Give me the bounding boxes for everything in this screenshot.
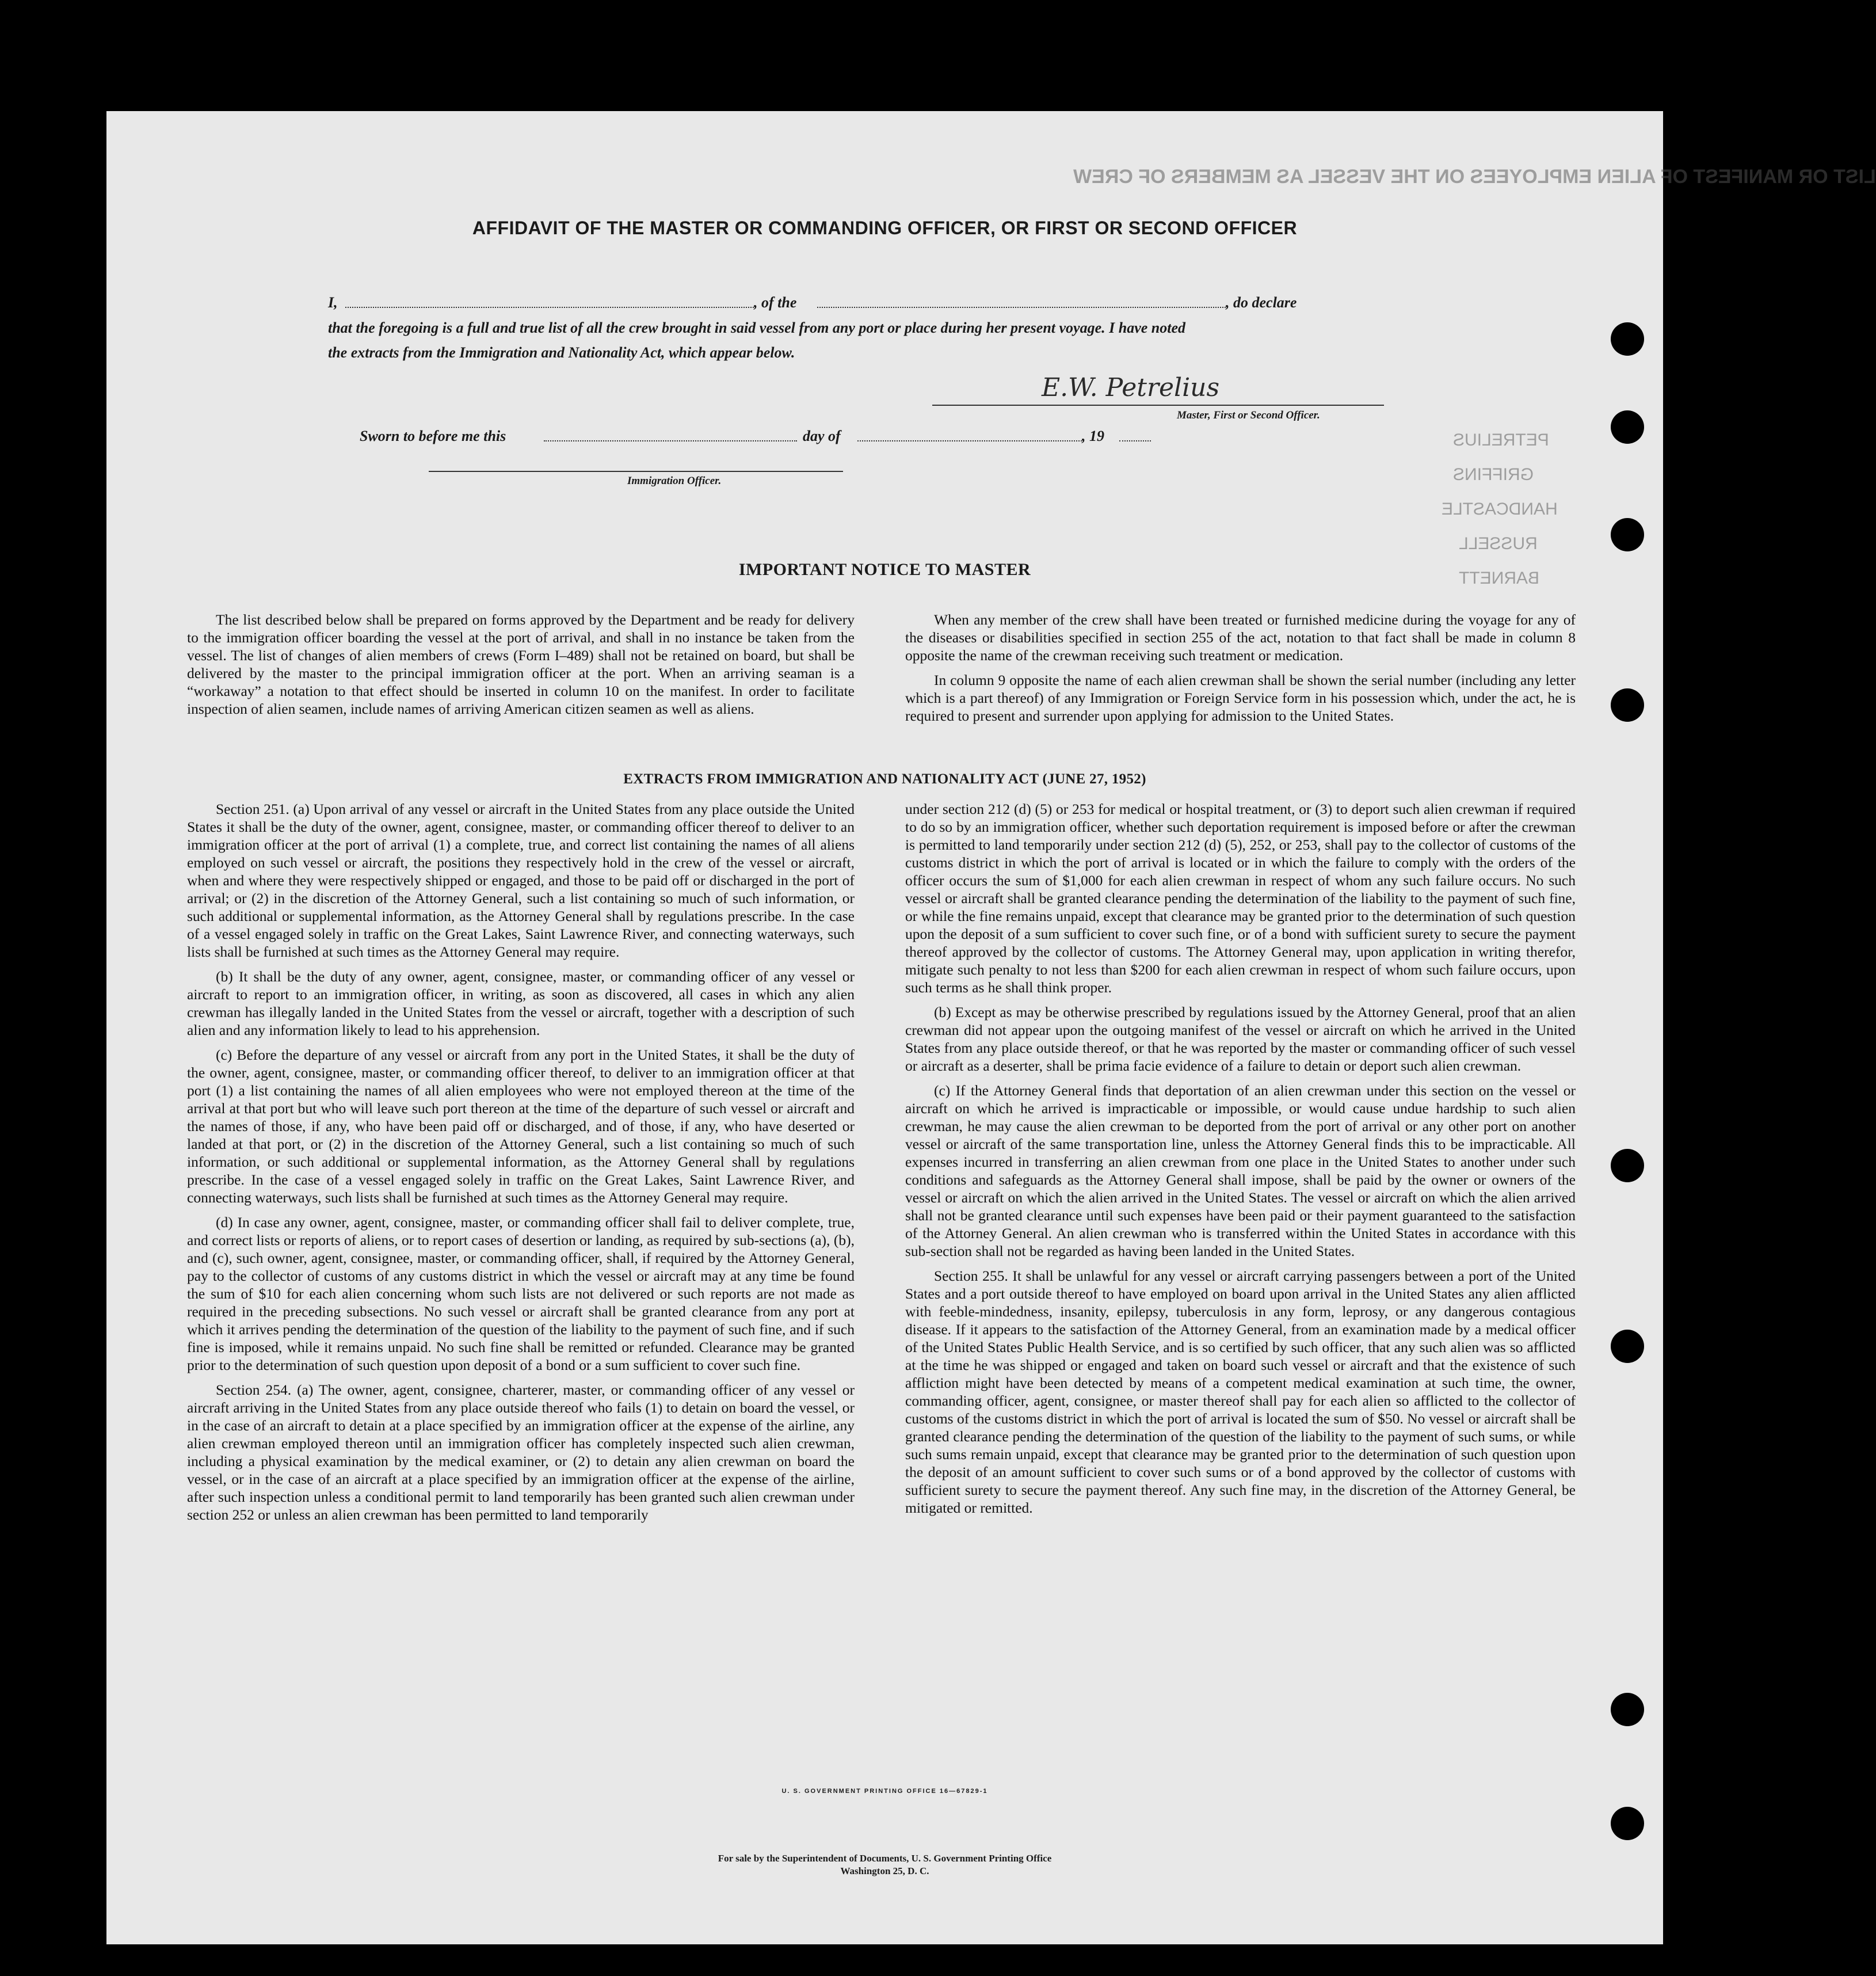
- bleed-through-text: GRIFFINS: [1453, 465, 1534, 484]
- sworn-year-line[interactable]: [1119, 440, 1151, 441]
- affidavit-of-the-label: , of the: [754, 294, 797, 311]
- extract-paragraph: under section 212 (d) (5) or 253 for medical or hospital treatment, or (3) to deport such alien crewman if required to do so by an immigration officer, whether such deportation requirement is imposed before or after the crewman is permitted to land temporarily under section 212 (d) (5), 252, or 253, shall pay to the collector of customs of the customs district in which the port of arrival is located or in which the failure to comply with the orders of the officer occurs the sum of $1,000 for each alien crewman in respect of whom any such failure occurs. No such vessel or aircraft shall be granted clearance pending the determination of the liability to the payment of such fine, or while the fine remains unpaid, except that clearance may be granted prior to the determination of such question upon the deposit of a sum sufficient to cover such fine, or of a bond with sufficient surety to secure the payment thereof approved by the collector of customs. The Attorney General may, upon application in writing therefor, mitigate such penalty to not less than $200 for each alien crewman in respect of whom such failure occurs, upon such terms as he shall think proper.: [905, 801, 1576, 996]
- sworn-label: Sworn to before me this: [360, 428, 506, 444]
- bleed-through-text: BARNETT: [1459, 569, 1540, 588]
- affidavit-statement-line1: that the foregoing is a full and true list of all the crew brought in said vessel from any port or place during her present voyage. I have noted: [328, 319, 1186, 336]
- document-sheet: [106, 111, 1876, 1944]
- punch-hole: [1611, 1807, 1644, 1840]
- notice-left-paragraph: The list described below shall be prepared on forms approved by the Department and be ready for delivery to the immigration officer boarding the vessel at the port of arrival, and shall in no instance be taken from the vessel. The list of changes of alien members of crews (Form I–489) shall not be retained on board, but shall be delivered by the master to the principal immigration officer at the port. When an arriving seaman is a “workaway” a notation to that effect should be inserted in column 10 on the manifest. In order to facilitate inspection of alien seamen, include names of arriving American citizen seamen as well as aliens.: [187, 611, 855, 717]
- vessel-line[interactable]: [817, 307, 1226, 308]
- gpo-imprint: U. S. GOVERNMENT PRINTING OFFICE 16—67829-1: [781, 1788, 988, 1795]
- punch-hole: [1611, 322, 1644, 356]
- punch-hole: [1611, 518, 1644, 551]
- notice-right-paragraph: When any member of the crew shall have been treated or furnished medicine during the voyage for any of the diseases or disabilities specified in section 255 of the act, notation to that fact shall be made in column 8 opposite the name of the crewman receiving such treatment or medication.: [905, 611, 1576, 664]
- sale-notice: [106, 1852, 1663, 1878]
- master-signature: E.W. Petrelius: [1042, 373, 1220, 402]
- affidavit-statement-line2: the extracts from the Immigration and Nationality Act, which appear below.: [328, 344, 795, 361]
- master-signature-line: [932, 405, 1384, 406]
- notice-left-column: [187, 611, 855, 725]
- extract-paragraph: (b) Except as may be otherwise prescribed by regulations issued by the Attorney General, proof that an alien crewman did not appear upon the outgoing manifest of the vessel or aircraft on which he arrived in the United States from any place outside thereof, or that he was reported by the master or commanding officer of such vessel or aircraft as a deserter, shall be prima facie evidence of a failure to detain or deport such alien crewman.: [905, 1004, 1576, 1074]
- notice-right-column: [905, 611, 1576, 732]
- extract-paragraph: (b) It shall be the duty of any owner, agent, consignee, master, or commanding officer of any vessel or aircraft to report to an immigration officer, in writing, as soon as discovered, all cases in which any alien crewman has illegally landed in the United States from the vessel or aircraft, together with a description of such alien and any information likely to lead to his apprehension.: [187, 968, 855, 1038]
- punch-hole: [1611, 1149, 1644, 1182]
- master-caption: Master, First or Second Officer.: [1177, 409, 1320, 421]
- sale-notice-line2: Washington 25, D. C.: [840, 1865, 929, 1876]
- bleed-through-text: RUSSELL: [1459, 534, 1538, 553]
- sale-notice-line1: For sale by the Superintendent of Documents, U. S. Government Printing Office: [718, 1853, 1052, 1864]
- extract-paragraph: Section 254. (a) The owner, agent, consignee, charterer, master, or commanding officer of any vessel or aircraft arriving in the United States from any place outside thereof who fails (1) to detain on board the vessel, or in the case of an aircraft to detain at a place specified by an immigration officer at the expense of the airline, any alien crewman employed thereon until an immigration officer has completely inspected such alien crewman, including a physical examination by the medical examiner, or (2) to detain any alien crewman on board the vessel, or in the case of an aircraft at a place specified by an immigration officer at the expense of the airline, after such inspection unless a conditional permit to land temporarily has been granted such alien crewman under section 252 or unless an alien crewman has been permitted to land temporarily: [187, 1381, 855, 1523]
- punch-hole: [1611, 1693, 1644, 1726]
- extract-paragraph: Section 251. (a) Upon arrival of any vessel or aircraft in the United States from any place outside the United States it shall be the duty of the owner, agent, consignee, master, or commanding officer thereof to deliver to an immigration officer at the port of arrival (1) a complete, true, and correct list containing the names of all aliens employed on such vessel or aircraft, the positions they respectively hold in the crew of the vessel or aircraft, when and where they were respectively shipped or engaged, and those to be paid off or discharged in the port of arrival; or (2) in the discretion of the Attorney General, such a list containing so much of such information, or such additional or supplemental information, as the Attorney General shall by regulations prescribe. In the case of a vessel engaged solely in traffic on the Great Lakes, Saint Lawrence River, and connecting waterways, such lists shall be furnished at such times as the Attorney General may require.: [187, 801, 855, 960]
- affidavit-do-declare: , do declare: [1226, 294, 1297, 311]
- extract-paragraph: (c) If the Attorney General finds that deportation of an alien crewman under this section on the vessel or aircraft on which he arrived is impracticable or impossible, or would cause undue hardship to such alien crewman, he may cause the alien crewman to be deported from the port of arrival or any other port on another vessel or aircraft of the same transportation line, unless the Attorney General finds this to be impracticable. All expenses incurred in transferring an alien crewman from one place in the United States to another under such conditions and safeguards as the Attorney General shall impose, shall be paid by the owner or owners of the vessel or aircraft on which the alien arrived in the United States. The vessel or aircraft on which the alien arrived shall not be granted clearance until such expenses have been paid or their payment guaranteed to the satisfaction of the Attorney General. An alien crewman who is transferred within the United States in accordance with this sub-section shall not be regarded as having been landed in the United States.: [905, 1082, 1576, 1259]
- sworn-month-line[interactable]: [857, 440, 1082, 441]
- affidavit-i-label: I,: [328, 294, 338, 311]
- punch-hole: [1611, 688, 1644, 722]
- officer-signature-line: [429, 471, 843, 472]
- year-prefix: , 19: [1082, 428, 1104, 444]
- extracts-title: EXTRACTS FROM IMMIGRATION AND NATIONALITY ACT (JUNE 27, 1952): [623, 771, 1146, 787]
- officer-caption: Immigration Officer.: [627, 475, 722, 487]
- extracts-right-column: [905, 800, 1576, 1524]
- punch-hole: [1611, 1330, 1644, 1363]
- punch-hole: [1611, 410, 1644, 444]
- day-of-label: day of: [803, 428, 841, 444]
- affidavit-title: AFFIDAVIT OF THE MASTER OR COMMANDING OFFICER, OR FIRST OR SECOND OFFICER: [472, 218, 1298, 238]
- extracts-left-column: [187, 800, 855, 1530]
- extract-paragraph: (d) In case any owner, agent, consignee, master, or commanding officer shall fail to deliver complete, true, and correct lists or reports of aliens, or to report cases of desertion or landing, as required by sub-sections (a), (b), and (c), such owner, agent, consignee, master, or commanding officer, shall, if required by the Attorney General, pay to the collector of customs of any customs district in which the vessel or aircraft may at any time be found the sum of $10 for each alien concerning whom such lists are not delivered or such reports are not made as required in the preceding subsections. No such vessel or aircraft shall be granted clearance from any port at which it arrives pending the determination of the question of the liability to the payment of such fine, and if such fine is imposed, while it remains unpaid. No such fine shall be remitted or refunded. Clearance may be granted prior to the determination of such question upon deposit of a bond or a sum sufficient to cover such fine.: [187, 1214, 855, 1373]
- notice-title: IMPORTANT NOTICE TO MASTER: [738, 560, 1031, 579]
- name-line[interactable]: [345, 307, 754, 308]
- extract-paragraph: (c) Before the departure of any vessel or aircraft from any port in the United States, it shall be the duty of the owner, agent, consignee, master, or commanding officer thereof, to deliver to an immigration officer at that port (1) a list containing the names of all alien employees who were not employed thereon at the time of the arrival at that port but who will leave such port thereon at the time of the departure of such vessel or aircraft and the names of those, if any, who have been paid off or discharged, and of those, if any, who have deserted or landed at that port, or (2) in the discretion of the Attorney General, such a list containing so much of such information, or such additional or supplemental information, as the Attorney General shall by regulations prescribe. In the case of a vessel engaged solely in traffic on the Great Lakes, Saint Lawrence River, and connecting waterways, such lists shall be furnished at such times as the Attorney General may require.: [187, 1046, 855, 1206]
- notice-right-paragraph: In column 9 opposite the name of each alien crewman shall be shown the serial number (including any letter which is a part thereof) of any Immigration or Foreign Service form in his possession which, under the act, he is required to present and surrender upon applying for admission to the United States.: [905, 672, 1576, 724]
- bleed-through-text: PETRELIUS: [1453, 431, 1549, 450]
- bleed-through-text: HANDCASTLE: [1442, 500, 1558, 519]
- extract-paragraph: Section 255. It shall be unlawful for any vessel or aircraft carrying passengers between a port of the United States and a port outside thereof to have employed on board upon arrival in the United States any alien afflicted with feeble-mindedness, insanity, epilepsy, tuberculosis in any form, leprosy, or any dangerous contagious disease. If it appears to the satisfaction of the Attorney General, from an examination made by a medical officer of the United States Public Health Service, and is so certified by such officer, that any such alien was so afflicted at the time he was shipped or engaged and taken on board such vessel or aircraft and that the existence of such affliction might have been detected by means of a competent medical examination at such time, the owner, commanding officer, agent, consignee, or master thereof shall pay for each alien so afflicted to the collector of customs of the customs district in which the port of arrival is located the sum of $50. No vessel or aircraft shall be granted clearance pending the determination of the question of the liability to the payment of such sums, or while such sums remain unpaid, except that clearance may be granted prior to the determination of such question upon the deposit of an amount sufficient to cover such sums or of a bond approved by the collector of customs with sufficient surety to secure the payment thereof. Any such fine may, in the discretion of the Attorney General, be mitigated or remitted.: [905, 1267, 1576, 1516]
- bleed-through-text: LIST OR MANIFEST OF ALIEN EMPLOYEES ON THE VESSEL AS MEMBERS OF CREW: [1073, 166, 1876, 188]
- sworn-day-line[interactable]: [544, 440, 797, 441]
